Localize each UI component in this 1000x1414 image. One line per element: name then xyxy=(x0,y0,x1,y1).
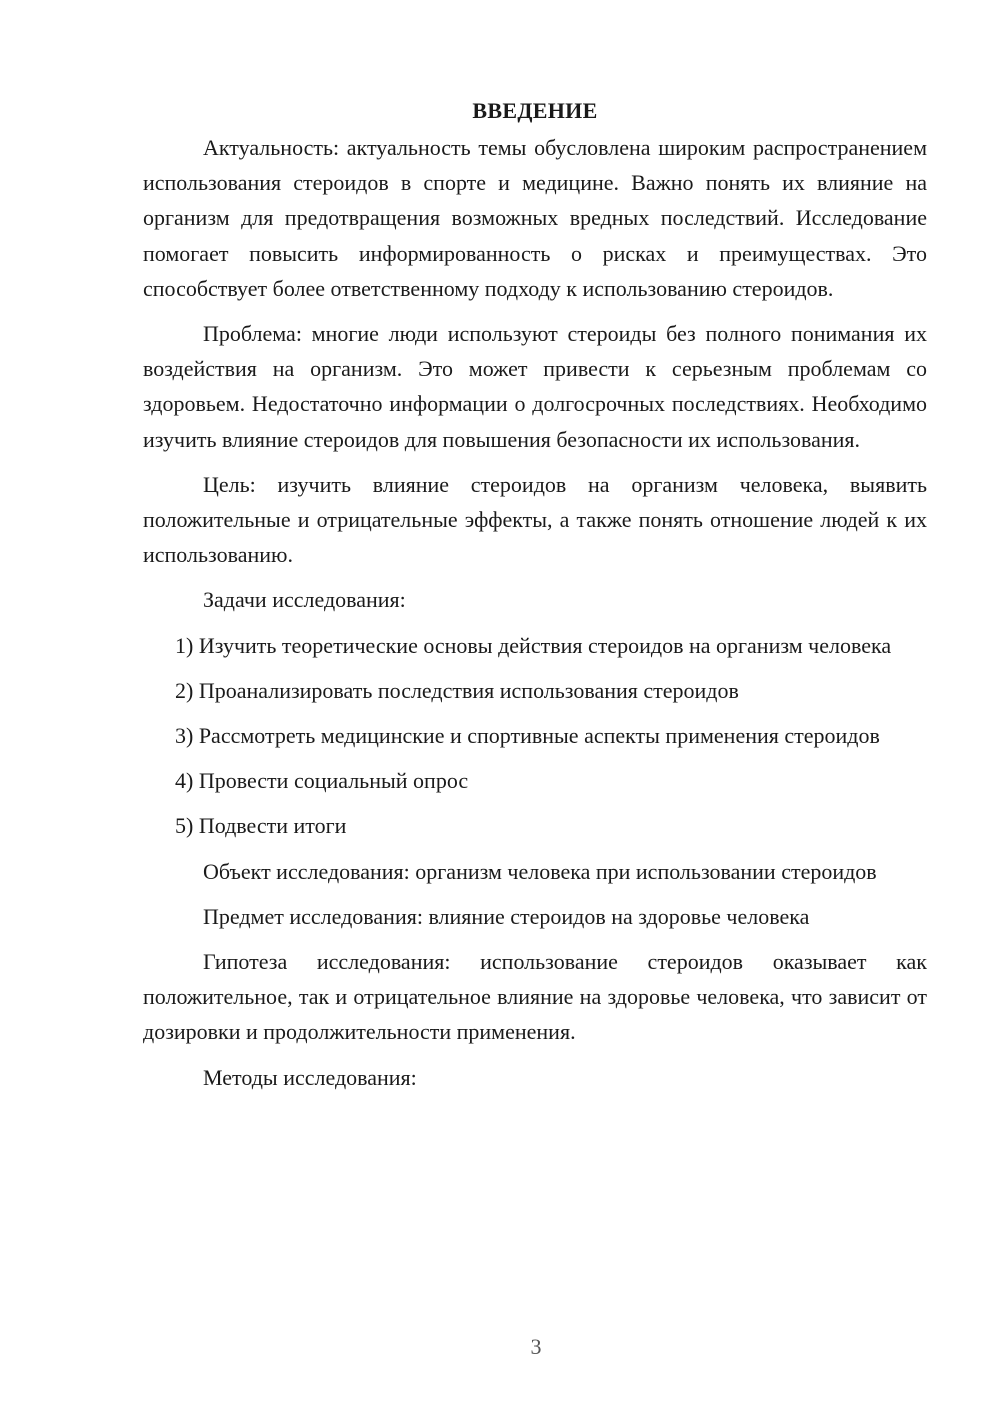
task-item-2: 2) Проанализировать последствия использования стероидов xyxy=(175,677,739,703)
paragraph-hypothesis: Гипотеза исследования: использование стероидов оказывает как положительное, так и отрицательное влияние на здоровье человека, что зависит от дозировки и продолжительности применения. xyxy=(143,949,927,1045)
paragraph-subject: Предмет исследования: влияние стероидов на здоровье человека xyxy=(203,903,810,929)
task-item-4: 4) Провести социальный опрос xyxy=(175,768,469,794)
tasks-heading: Задачи исследования: xyxy=(203,587,406,613)
paragraph-object: Объект исследования: организм человека при использовании стероидов xyxy=(203,858,877,884)
methods-heading: Методы исследования: xyxy=(203,1064,417,1090)
task-item-3: 3) Рассмотреть медицинские и спортивные аспекты применения стероидов xyxy=(175,723,880,749)
task-item-5: 5) Подвести итоги xyxy=(175,813,347,839)
task-item-1: 1) Изучить теоретические основы действия стероидов на организм человека xyxy=(175,632,892,658)
paragraph-goal: Цель: изучить влияние стероидов на организм человека, выявить положительные и отрицательные эффекты, а также понять отношение людей к их использованию. xyxy=(143,471,927,568)
document-page xyxy=(143,96,927,1105)
section-title: ВВЕДЕНИЕ xyxy=(472,98,598,123)
paragraph-relevance: Актуальность: актуальность темы обусловлена широким распространением использования стероидов в спорте и медицине. Важно понять их влияние на организм для предотвращения возможных вредных последствий. Исследование помогает повысить информированность о рисках и преимуществах. Это способствует более ответственному подходу к использованию стероидов. xyxy=(143,135,927,301)
page-number: 3 xyxy=(530,1334,542,1359)
paragraph-problem: Проблема: многие люди используют стероиды без полного понимания их воздействия на организм. Это может привести к серьезным проблемам со здоровьем. Недостаточно информации о долгосрочных последствиях. Необходимо изучить влияние стероидов для повышения безопасности их использования. xyxy=(143,321,927,452)
